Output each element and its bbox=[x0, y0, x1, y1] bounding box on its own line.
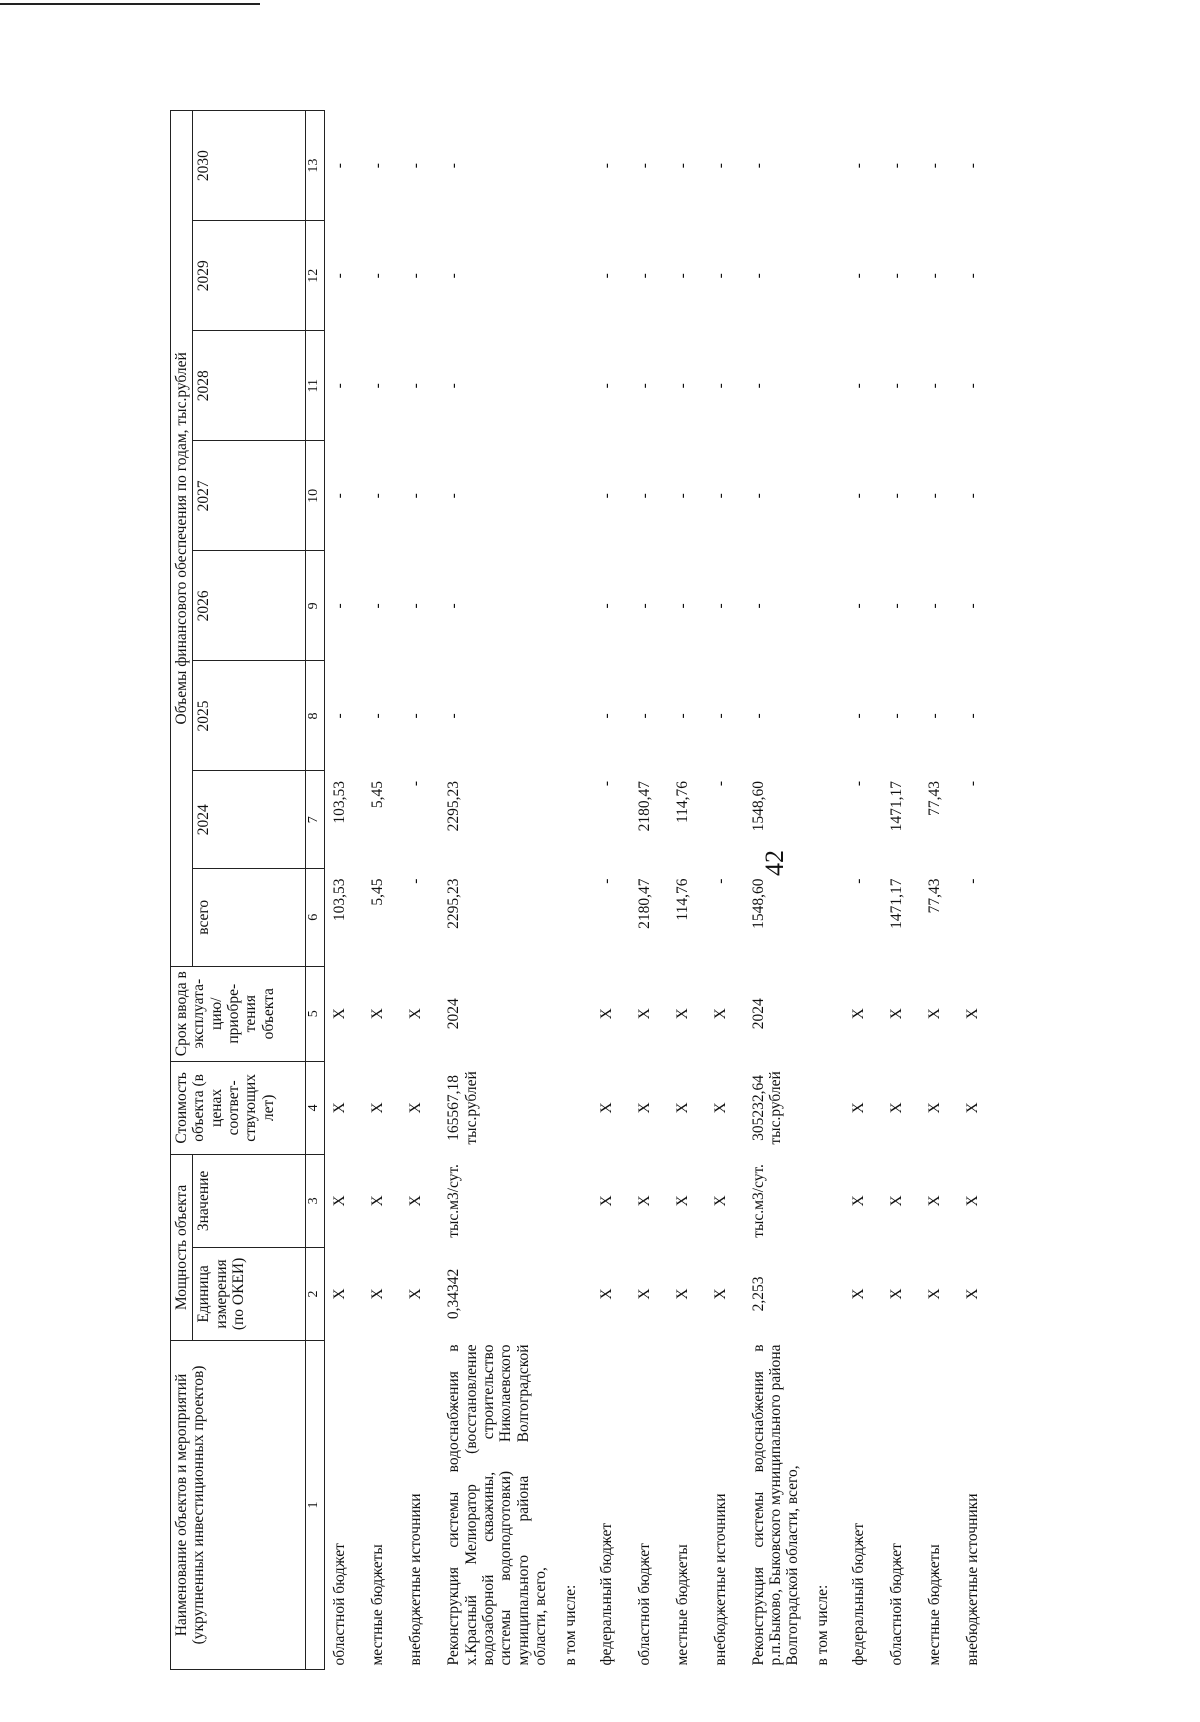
header-unit: Единица измерения (по ОКЕИ) bbox=[193, 1247, 306, 1340]
row-name-cell: Реконструкция системы водоснабжения в х.Красный Мелиоратор (восстановление водозаборной скважины, строительство системы водоподготовки) Николаевского муниципального района Волгоградской области, всего, bbox=[445, 1344, 550, 1666]
table-cell: - bbox=[749, 493, 767, 499]
table-cell: X bbox=[635, 1195, 653, 1207]
table-cell: X bbox=[673, 1102, 691, 1114]
header-year-2024: 2024 bbox=[193, 771, 306, 869]
table-cell: - bbox=[711, 273, 729, 279]
table-cell: X bbox=[635, 1288, 653, 1300]
table-cell: - bbox=[925, 493, 943, 499]
table-cell: - bbox=[597, 383, 615, 389]
page-number: 42 bbox=[760, 850, 789, 876]
table-cell: 0,34342 bbox=[445, 1268, 463, 1320]
table-cell: 2295,23 bbox=[445, 780, 463, 832]
table-row bbox=[363, 111, 401, 1670]
table-cell: - bbox=[849, 780, 867, 787]
scan-edge-line bbox=[0, 3, 260, 5]
table-row bbox=[844, 111, 882, 1670]
table-cell: - bbox=[445, 273, 463, 279]
table-cell: - bbox=[597, 878, 615, 884]
column-number: 2 bbox=[306, 1247, 325, 1340]
table-cell: X bbox=[597, 1102, 615, 1114]
table-cell: X bbox=[849, 1195, 867, 1207]
table-cell: X bbox=[711, 1288, 729, 1300]
header-year-2025: 2025 bbox=[193, 661, 306, 771]
table-cell: - bbox=[597, 273, 615, 279]
table-cell: 103,53 bbox=[331, 878, 349, 922]
table-cell: - bbox=[445, 163, 463, 169]
table-cell: X bbox=[925, 1008, 943, 1020]
table-cell: X bbox=[887, 1195, 905, 1207]
column-number: 9 bbox=[306, 551, 325, 661]
table-cell: X bbox=[407, 1008, 425, 1020]
table-cell: X bbox=[711, 1102, 729, 1114]
row-name-cell: внебюджетные источники bbox=[407, 1493, 425, 1666]
table-cell: - bbox=[673, 273, 691, 279]
column-number: 1 bbox=[306, 1340, 325, 1669]
table-cell: X bbox=[925, 1102, 943, 1114]
table-cell: 103,53 bbox=[331, 780, 349, 824]
table-cell: X bbox=[331, 1195, 349, 1207]
table-cell: - bbox=[331, 493, 349, 499]
column-number: 11 bbox=[306, 331, 325, 441]
funding-table bbox=[170, 110, 996, 1670]
header-value: Значение bbox=[193, 1154, 306, 1247]
table-cell: - bbox=[635, 603, 653, 609]
table-cell: - bbox=[407, 780, 425, 787]
table-cell: - bbox=[369, 713, 387, 719]
table-cell: - bbox=[635, 163, 653, 169]
column-number: 5 bbox=[306, 966, 325, 1061]
table-cell: - bbox=[925, 603, 943, 609]
column-number: 3 bbox=[306, 1154, 325, 1247]
header-year-2029: 2029 bbox=[193, 221, 306, 331]
row-name-cell: местные бюджеты bbox=[925, 1544, 943, 1666]
table-cell: - bbox=[635, 273, 653, 279]
table-cell: - bbox=[749, 163, 767, 169]
table-cell: - bbox=[849, 163, 867, 169]
table-cell: X bbox=[597, 1288, 615, 1300]
table-row bbox=[706, 111, 744, 1670]
header-capacity-group: Мощность объекта bbox=[171, 1154, 193, 1340]
column-number: 13 bbox=[306, 111, 325, 221]
table-cell: X bbox=[369, 1195, 387, 1207]
table-cell: - bbox=[887, 493, 905, 499]
column-number: 12 bbox=[306, 221, 325, 331]
table-cell: - bbox=[963, 383, 981, 389]
table-cell: - bbox=[963, 273, 981, 279]
table-cell: 2180,47 bbox=[635, 878, 653, 929]
table-cell: - bbox=[925, 163, 943, 169]
column-number: 6 bbox=[306, 869, 325, 967]
table-cell: - bbox=[711, 713, 729, 719]
table-cell: X bbox=[673, 1008, 691, 1020]
table-cell: 2295,23 bbox=[445, 878, 463, 929]
column-number-row bbox=[306, 111, 325, 1670]
column-number: 7 bbox=[306, 771, 325, 869]
table-cell: - bbox=[331, 713, 349, 719]
subheading-row bbox=[556, 111, 592, 1670]
row-name-cell: областной бюджет bbox=[331, 1543, 349, 1666]
table-cell: 2024 bbox=[749, 998, 767, 1030]
header-total: всего bbox=[193, 869, 306, 967]
table-cell: 2180,47 bbox=[635, 780, 653, 832]
row-label: в том числе: bbox=[561, 1584, 579, 1666]
table-cell: тыс.м3/сут. bbox=[749, 1164, 767, 1238]
table-row bbox=[668, 111, 706, 1670]
table-cell: X bbox=[711, 1008, 729, 1020]
table-cell: - bbox=[369, 163, 387, 169]
table-cell: - bbox=[711, 163, 729, 169]
table-cell: X bbox=[635, 1102, 653, 1114]
row-name-cell: федеральный бюджет bbox=[597, 1522, 615, 1666]
table-cell: 5,45 bbox=[369, 878, 387, 906]
table-cell: X bbox=[925, 1195, 943, 1207]
table-cell: - bbox=[407, 878, 425, 884]
table-cell: - bbox=[887, 603, 905, 609]
table-cell: 5,45 bbox=[369, 780, 387, 809]
table-cell: - bbox=[635, 493, 653, 499]
table-cell: X bbox=[597, 1008, 615, 1020]
table-cell: - bbox=[711, 603, 729, 609]
table-cell: X bbox=[369, 1102, 387, 1114]
table-cell: X bbox=[597, 1195, 615, 1207]
table-cell: X bbox=[331, 1008, 349, 1020]
table-cell: - bbox=[369, 493, 387, 499]
table-cell: - bbox=[849, 273, 867, 279]
table-cell: 114,76 bbox=[673, 780, 691, 824]
table-cell: X bbox=[849, 1008, 867, 1020]
table-cell: - bbox=[369, 603, 387, 609]
table-cell: - bbox=[673, 383, 691, 389]
header-commission-date: Срок ввода в эксплуата-цию/приобре-тения объекта bbox=[171, 966, 306, 1061]
table-cell: - bbox=[407, 713, 425, 719]
table-cell: X bbox=[887, 1102, 905, 1114]
table-cell: 77,43 bbox=[925, 878, 943, 914]
table-row bbox=[958, 111, 996, 1670]
table-cell: - bbox=[635, 713, 653, 719]
table-cell: - bbox=[849, 603, 867, 609]
table-cell: - bbox=[749, 383, 767, 389]
table-cell: 77,43 bbox=[925, 780, 943, 816]
table-cell: - bbox=[407, 603, 425, 609]
row-name-cell: внебюджетные источники bbox=[963, 1493, 981, 1666]
project-row bbox=[439, 111, 555, 1670]
table-cell: - bbox=[331, 383, 349, 389]
table-cell: - bbox=[445, 603, 463, 609]
table-cell: X bbox=[887, 1288, 905, 1300]
table-cell: - bbox=[887, 713, 905, 719]
table-cell: - bbox=[331, 163, 349, 169]
table-cell: - bbox=[711, 878, 729, 884]
table-row bbox=[325, 111, 364, 1670]
row-name-cell: местные бюджеты bbox=[673, 1544, 691, 1666]
table-cell: - bbox=[711, 780, 729, 787]
column-number: 10 bbox=[306, 441, 325, 551]
table-cell: - bbox=[887, 163, 905, 169]
table-cell: - bbox=[445, 713, 463, 719]
header-year-2026: 2026 bbox=[193, 551, 306, 661]
table-cell: - bbox=[963, 713, 981, 719]
table-cell: X bbox=[407, 1102, 425, 1114]
table-cell: X bbox=[331, 1288, 349, 1300]
table-cell: - bbox=[711, 493, 729, 499]
table-body bbox=[325, 111, 996, 1670]
table-cell: 1471,17 bbox=[887, 878, 905, 929]
table-cell: 1548,60 bbox=[749, 780, 767, 832]
column-number: 8 bbox=[306, 661, 325, 771]
row-name-cell: областной бюджет bbox=[887, 1543, 905, 1666]
table-cell: 1548,60 bbox=[749, 878, 767, 929]
table-cell: X bbox=[887, 1008, 905, 1020]
table-cell: - bbox=[849, 878, 867, 884]
table-cell: - bbox=[407, 493, 425, 499]
table-cell: - bbox=[849, 713, 867, 719]
table-cell: 114,76 bbox=[673, 878, 691, 921]
table-cell: X bbox=[673, 1195, 691, 1207]
table-cell: - bbox=[963, 493, 981, 499]
table-row bbox=[630, 111, 668, 1670]
table-cell: X bbox=[711, 1195, 729, 1207]
table-cell: тыс.м3/сут. bbox=[445, 1164, 463, 1238]
table-cell: X bbox=[635, 1008, 653, 1020]
header-year-2030: 2030 bbox=[193, 111, 306, 221]
table-row bbox=[401, 111, 439, 1670]
table-cell: X bbox=[849, 1288, 867, 1300]
table-cell: - bbox=[597, 713, 615, 719]
table-row bbox=[592, 111, 630, 1670]
table-cell: - bbox=[925, 713, 943, 719]
table-cell: X bbox=[673, 1288, 691, 1300]
table-cell: - bbox=[711, 383, 729, 389]
table-row bbox=[920, 111, 958, 1670]
table-cell: X bbox=[963, 1102, 981, 1114]
table-cell: - bbox=[673, 163, 691, 169]
table-cell: - bbox=[445, 493, 463, 499]
table-cell: - bbox=[369, 273, 387, 279]
table-cell: - bbox=[849, 493, 867, 499]
row-name-cell: местные бюджеты bbox=[369, 1544, 387, 1666]
table-cell: - bbox=[673, 493, 691, 499]
table-cell: - bbox=[673, 603, 691, 609]
table-cell: 165567,18 тыс.рублей bbox=[445, 1071, 480, 1145]
table-cell: - bbox=[963, 603, 981, 609]
table-cell: 1471,17 bbox=[887, 780, 905, 832]
table-cell: - bbox=[369, 383, 387, 389]
table-cell: X bbox=[963, 1008, 981, 1020]
row-name-cell: Реконструкция системы водоснабжения в р.п.Быково, Быковского муниципального района Волгоградской области, всего, bbox=[749, 1344, 802, 1666]
table-cell: - bbox=[331, 273, 349, 279]
row-name-cell: внебюджетные источники bbox=[711, 1493, 729, 1666]
header-funding-group: Объемы финансового обеспечения по годам, тыс.рублей bbox=[171, 111, 193, 967]
table-cell: - bbox=[407, 163, 425, 169]
table-cell: - bbox=[749, 713, 767, 719]
table-cell: X bbox=[407, 1195, 425, 1207]
table-cell: - bbox=[963, 163, 981, 169]
table-cell: - bbox=[749, 273, 767, 279]
table-cell: X bbox=[925, 1288, 943, 1300]
table-cell: - bbox=[673, 713, 691, 719]
table-cell: - bbox=[597, 780, 615, 787]
table-cell: X bbox=[963, 1288, 981, 1300]
table-cell: X bbox=[963, 1195, 981, 1207]
table-cell: X bbox=[331, 1102, 349, 1114]
table-cell: - bbox=[407, 273, 425, 279]
table-row bbox=[882, 111, 920, 1670]
table-cell: - bbox=[597, 603, 615, 609]
table-cell: - bbox=[849, 383, 867, 389]
table-cell: - bbox=[445, 383, 463, 389]
table-cell: - bbox=[925, 273, 943, 279]
table-cell: - bbox=[887, 273, 905, 279]
subheading-row bbox=[808, 111, 844, 1670]
header-object-name: Наименование объектов и мероприятий (укрупненных инвестиционных проектов) bbox=[171, 1340, 306, 1669]
row-label: в том числе: bbox=[813, 1584, 831, 1666]
table-cell: 2024 bbox=[445, 998, 463, 1030]
rotated-table-container bbox=[170, 110, 1190, 1670]
table-cell: - bbox=[635, 383, 653, 389]
project-row bbox=[744, 111, 808, 1670]
table-cell: - bbox=[963, 878, 981, 884]
table-cell: X bbox=[849, 1102, 867, 1114]
column-number: 4 bbox=[306, 1061, 325, 1154]
table-cell: - bbox=[887, 383, 905, 389]
row-name-cell: областной бюджет bbox=[635, 1543, 653, 1666]
header-object-cost: Стоимость объекта (в ценах соответ-ствующих лет) bbox=[171, 1061, 306, 1154]
table-cell: - bbox=[597, 163, 615, 169]
header-year-2028: 2028 bbox=[193, 331, 306, 441]
table-cell: - bbox=[963, 780, 981, 787]
table-cell: - bbox=[925, 383, 943, 389]
table-cell: - bbox=[331, 603, 349, 609]
table-cell: 305232,64 тыс.рублей bbox=[749, 1071, 784, 1145]
row-name-cell: федеральный бюджет bbox=[849, 1522, 867, 1666]
table-cell: 2,253 bbox=[749, 1276, 767, 1312]
table-cell: - bbox=[597, 493, 615, 499]
table-cell: X bbox=[407, 1288, 425, 1300]
table-cell: - bbox=[407, 383, 425, 389]
table-cell: X bbox=[369, 1288, 387, 1300]
table-cell: - bbox=[749, 603, 767, 609]
header-year-2027: 2027 bbox=[193, 441, 306, 551]
table-cell: X bbox=[369, 1008, 387, 1020]
